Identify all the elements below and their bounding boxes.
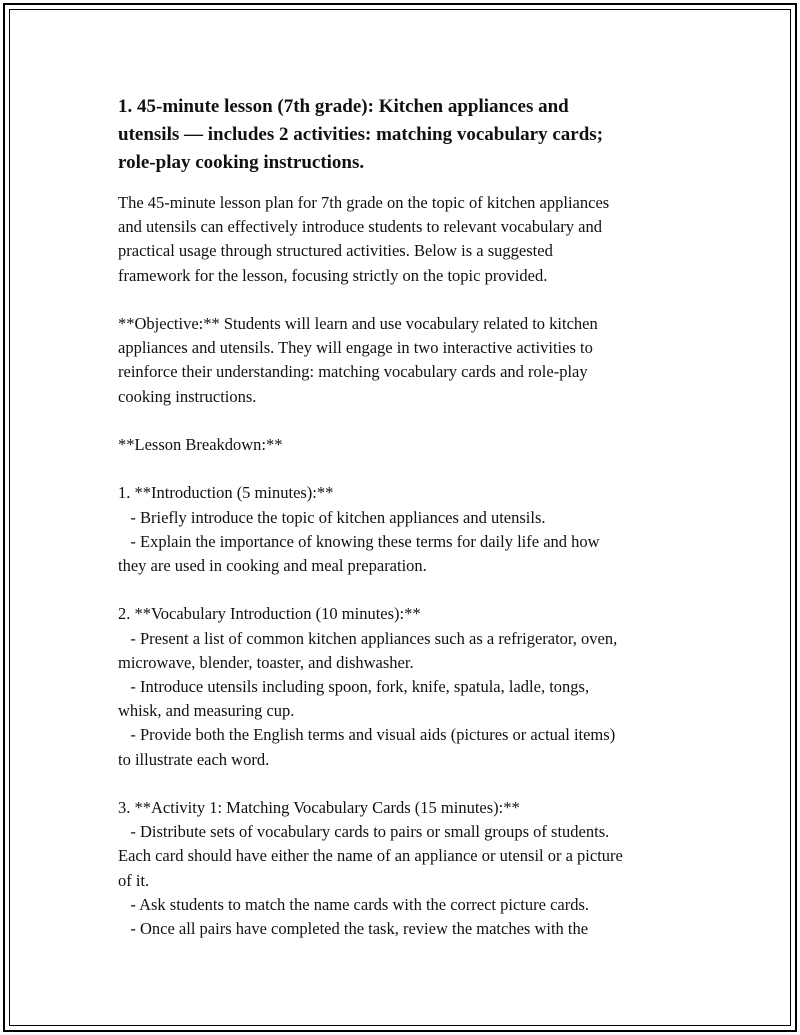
objective-paragraph: [118, 312, 688, 409]
introduction-section: [118, 481, 688, 578]
text-line: framework for the lesson, focusing strictly on the topic provided.: [118, 265, 548, 285]
document-title: [118, 93, 688, 177]
title-line: utensils — includes 2 activities: matching vocabulary cards;: [118, 124, 604, 145]
lesson-breakdown-heading: [118, 433, 688, 457]
text-line: they are used in cooking and meal preparation.: [118, 556, 427, 575]
text-line: - Once all pairs have completed the task, review the matches with the: [118, 919, 589, 939]
text-line: **Objective:** Students will learn and use vocabulary related to kitchen: [118, 314, 598, 333]
text-line: to illustrate each word.: [118, 749, 270, 769]
text-line: cooking instructions.: [118, 386, 257, 406]
text-line: - Distribute sets of vocabulary cards to pairs or small groups of students.: [118, 822, 610, 842]
text-line: - Briefly introduce the topic of kitchen appliances and utensils.: [118, 507, 546, 527]
text-line: appliances and utensils. They will engage in two interactive activities to: [118, 338, 593, 358]
text-line: reinforce their understanding: matching vocabulary cards and role-play: [118, 362, 588, 382]
text-line: - Ask students to match the name cards with the correct picture cards.: [118, 894, 590, 914]
text-line: 1. **Introduction (5 minutes):**: [118, 483, 334, 503]
text-line: practical usage through structured activities. Below is a suggested: [118, 241, 553, 261]
document-content: [118, 93, 688, 965]
text-line: 3. **Activity 1: Matching Vocabulary Cards (15 minutes):**: [118, 798, 520, 817]
text-line: - Introduce utensils including spoon, fork, knife, spatula, ladle, tongs,: [118, 677, 590, 696]
text-line: 2. **Vocabulary Introduction (10 minutes):**: [118, 604, 421, 624]
document-body: [118, 191, 688, 941]
text-line: and utensils can effectively introduce students to relevant vocabulary and: [118, 217, 602, 237]
text-line: whisk, and measuring cup.: [118, 701, 295, 721]
text-line: **Lesson Breakdown:**: [118, 435, 283, 454]
title-line: role-play cooking instructions.: [118, 152, 365, 173]
text-line: - Explain the importance of knowing these terms for daily life and how: [118, 531, 600, 551]
text-line: - Provide both the English terms and visual aids (pictures or actual items): [118, 725, 616, 745]
text-line: - Present a list of common kitchen appliances such as a refrigerator, oven,: [118, 628, 618, 648]
vocabulary-section: [118, 602, 688, 771]
text-line: of it.: [118, 870, 150, 890]
title-line: 1. 45-minute lesson (7th grade): Kitchen appliances and: [118, 96, 569, 117]
text-line: The 45-minute lesson plan for 7th grade on the topic of kitchen appliances: [118, 193, 610, 212]
text-line: microwave, blender, toaster, and dishwasher.: [118, 652, 414, 672]
text-line: Each card should have either the name of an appliance or utensil or a picture: [118, 846, 623, 866]
activity-1-section: [118, 796, 688, 941]
intro-paragraph: [118, 191, 688, 288]
